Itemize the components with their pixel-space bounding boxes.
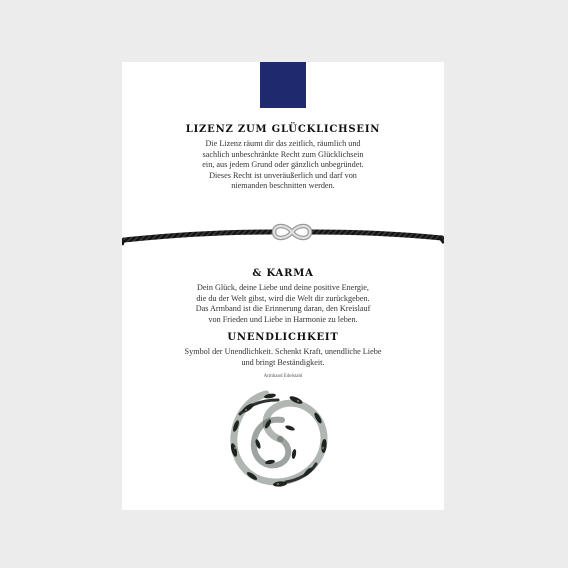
infinity-line: Symbol der Unendlichkeit. Schenkt Kraft, unendliche Liebe [184,347,382,356]
license-card [122,62,444,510]
karma-title: & KARMA [252,268,314,279]
cord-right [312,232,444,243]
brand-square [260,62,306,108]
license-line: sachlich unbeschränkte Recht zum Glücklichsein [202,149,364,159]
karma-line: von Frieden und Liebe in Harmonie zu leben. [208,314,358,324]
license-line: ein, aus jedem Grund oder gänzlich unbegründet. [202,160,364,169]
license-line: Die Lizenz räumt dir das zeitlich, räumlich und [205,139,361,148]
section-infinity [122,332,444,368]
infinity-text [122,347,444,368]
product-caption: Armband Edelstahl [263,374,303,379]
infinity-title: UNENDLICHKEIT [227,332,339,343]
license-text [122,139,444,192]
license-title: LIZENZ ZUM GLÜCKLICHSEIN [185,124,381,135]
infinity-line: und bringt Beständigkeit. [241,357,325,367]
license-line: Dieses Recht ist unveräußerlich und darf von [209,170,357,180]
infinity-icon [274,226,310,238]
section-karma [122,268,444,325]
section-license [122,124,444,192]
karma-line: Dein Glück, deine Liebe und deine positive Energie, [197,283,369,292]
cord-left [122,232,272,245]
fish-circle-icon [220,384,340,494]
karma-text [122,283,444,325]
karma-line: Das Armband ist die Erinnerung daran, den Kreislauf [195,304,371,313]
license-line: niemanden beschnitten werden. [231,181,335,190]
karma-line: die du der Welt gibst, wird die Welt dir zurückgeben. [196,293,370,303]
bracelet-image [122,212,444,272]
